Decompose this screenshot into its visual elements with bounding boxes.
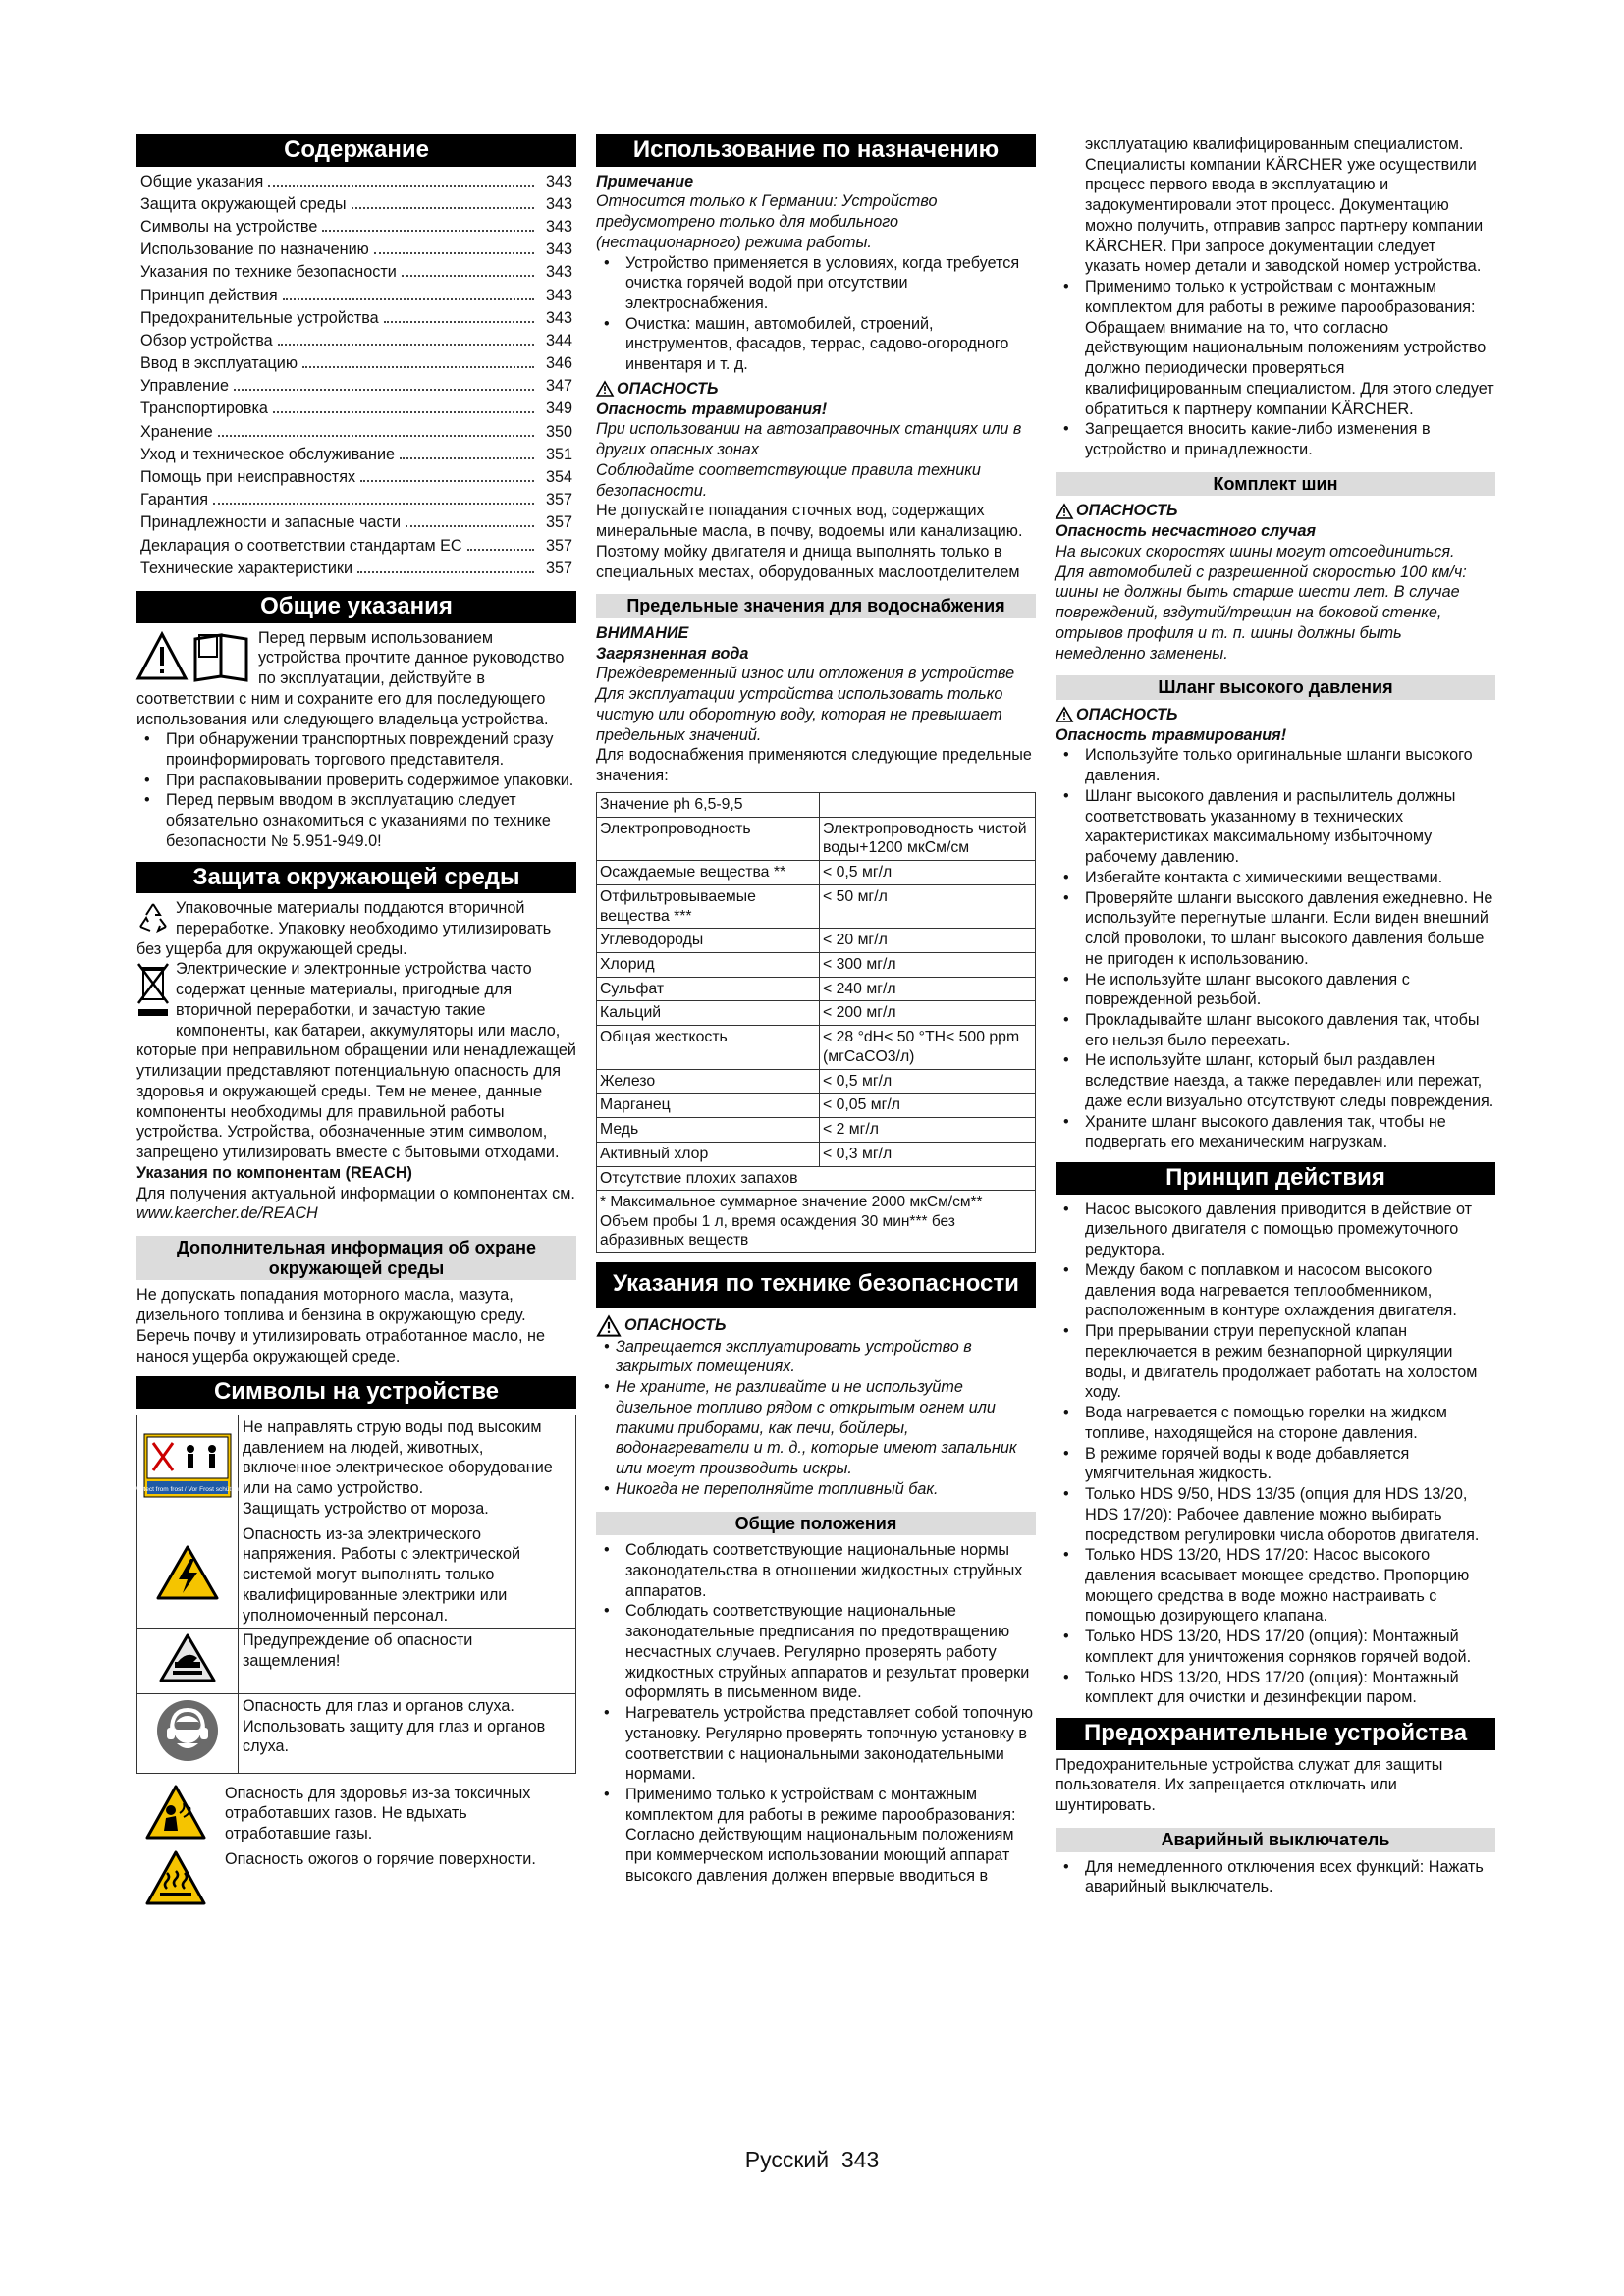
table-footnote: * Максимальное суммарное значение 2000 мкСм/см** Объем пробы 1 л, время осаждения 30 мин*** без абразивных веществ [597, 1191, 1036, 1253]
safety-general-list-part1 [596, 1540, 1036, 1886]
footer-language: Русский [744, 2147, 830, 2172]
hose-bullets [1056, 745, 1495, 1152]
safety-danger-list [596, 1337, 1036, 1500]
table-cell-parameter: Отфильтровываемые вещества *** [597, 884, 820, 928]
toc-entry-title: Принадлежности и запасные части [140, 513, 402, 532]
toc-entry-page: 350 [545, 422, 572, 441]
toc-leader-dots [360, 480, 534, 482]
list-item: • Проверяйте шланги высокого давления ежедневно. Не используйте перегнутые шланги. Если виден внешний слой проволоки, то шланг высокого давления больше не пригоден к использованию. [1056, 888, 1495, 970]
table-cell-limit: < 0,05 мг/л [820, 1094, 1036, 1118]
table-cell-limit: < 200 мг/л [820, 1001, 1036, 1026]
toc-leader-dots [467, 549, 534, 551]
toc-leader-dots [283, 298, 534, 300]
toc-entry-page: 354 [545, 468, 572, 487]
toc-leader-dots [302, 366, 534, 368]
toc-entry-title: Обзор устройства [140, 331, 273, 349]
list-item: • Для немедленного отключения всех функций: Нажать аварийный выключатель. [1056, 1857, 1495, 1897]
general-intro: Перед первым использованием устройства прочтите данное руководство по эксплуатации, действуйте в соответствии с ним и сохраните его для последующего использования или следующего владельца устройства. [136, 628, 565, 728]
water-limits-heading: Предельные значения для водоснабжения [596, 594, 1036, 618]
toc-leader-dots [278, 344, 534, 346]
list-item: • Не используйте шланг, который был раздавлен вследствие наезда, а также передавлен или пережат, даже если визуально отсутствуют следы повреждения. [1056, 1050, 1495, 1111]
table-cell: Отсутствие плохих запахов [597, 1166, 1036, 1191]
toc-leader-dots [218, 435, 534, 437]
list-item: • Избегайте контакта с химическими веществами. [1056, 868, 1495, 888]
toc-entry[interactable] [136, 376, 576, 399]
toc-entry-title: Технические характеристики [140, 559, 352, 577]
toc-entry[interactable] [136, 559, 576, 581]
table-cell-limit: < 300 мг/л [820, 952, 1036, 977]
table-row [597, 929, 1036, 953]
toc-entry[interactable] [136, 262, 576, 285]
page-number: 343 [840, 2147, 880, 2172]
table-row [597, 884, 1036, 928]
danger-label: ОПАСНОСТЬ [596, 1315, 1036, 1337]
toc-entry[interactable] [136, 240, 576, 262]
table-row [597, 1166, 1036, 1191]
table-cell-limit: < 2 мг/л [820, 1118, 1036, 1143]
danger-label: ОПАСНОСТЬ [1056, 501, 1495, 521]
note-label: Примечание [596, 172, 694, 190]
toc-heading: Содержание [136, 134, 576, 167]
list-item: • При обнаружении транспортных повреждений сразу проинформировать торгового представителя. [136, 729, 576, 770]
list-item: • Очистка: машин, автомобилей, строений, инструментов, фасадов, террас, садово-огородного инвентаря и т. д. [596, 314, 1036, 375]
list-item: • При распаковывании проверить содержимое упаковки. [136, 771, 576, 791]
danger-title: Опасность травмирования! [596, 400, 828, 418]
toc-entry[interactable] [136, 536, 576, 559]
symbol-row-toxic [136, 1784, 576, 1846]
symbol-description: Опасность для здоровья из-за токсичных отработавших газов. Не вдыхать отработавшие газы. [225, 1784, 531, 1843]
toc-entry-page: 343 [545, 194, 572, 213]
toc-entry[interactable] [136, 353, 576, 376]
weee-paragraph: Электрические и электронные устройства часто содержат ценные материалы, пригодные для вторичной переработки, и зачастую такие компоненты, как батареи, аккумуляторы или масло, которые при неправильном обращении или ненадлежащей утилизации представляют потенциальную опасность для здоровья и окружающей среды. Тем не менее, данные компоненты необходимы для правильной работы устройства. Устройства, обозначенные этим символом, запрещено утилизировать вместе с бытовыми отходами. [136, 960, 576, 1162]
table-cell-limit: < 20 мг/л [820, 929, 1036, 953]
reach-link[interactable]: www.kaercher.de/REACH [136, 1204, 318, 1223]
table-row [597, 1191, 1036, 1253]
table-cell-limit: Электропроводность чистой воды+1200 мкСм/см [820, 817, 1036, 860]
table-row [137, 1522, 576, 1629]
table-row [597, 977, 1036, 1001]
no-water-jet-icon [134, 1433, 242, 1498]
table-row [597, 861, 1036, 885]
toc-entry-page: 351 [545, 445, 572, 463]
electric-hazard-icon [155, 1544, 220, 1601]
table-cell-parameter: Электропроводность [597, 817, 820, 860]
read-manual-icon [136, 631, 252, 682]
toc-entry-title: Указания по технике безопасности [140, 263, 397, 282]
packaging-paragraph: Упаковочные материалы поддаются вторичной переработке. Упаковку необходимо утилизировать без ущерба для окружающей среды. [136, 899, 552, 958]
toc-leader-dots [268, 185, 534, 187]
hose-heading: Шланг высокого давления [1056, 675, 1495, 700]
toc-entry-page: 343 [545, 263, 572, 282]
toc-entry-page: 343 [545, 240, 572, 259]
toc-entry[interactable] [136, 422, 576, 445]
toc-entry-title: Уход и техническое обслуживание [140, 445, 396, 463]
list-item: • Запрещается вносить какие-либо изменения в устройство и принадлежности. [1056, 419, 1495, 459]
table-cell-parameter: Медь [597, 1118, 820, 1143]
warning-triangle-icon [596, 381, 614, 397]
toc-leader-dots [400, 457, 534, 459]
safety-devices-heading: Предохранительные устройства [1056, 1718, 1495, 1750]
principle-heading: Принцип действия [1056, 1162, 1495, 1195]
toc-entry-page: 343 [545, 308, 572, 327]
toc-entry-title: Общие указания [140, 172, 264, 190]
extra-environment-heading: Дополнительная информация об охране окружающей среды [136, 1236, 576, 1280]
warning-triangle-icon [1056, 504, 1073, 519]
toc-leader-dots [357, 571, 534, 573]
intended-bullets [596, 253, 1036, 375]
warning-triangle-icon [596, 1315, 622, 1337]
crossed-bin-icon [136, 962, 170, 1019]
list-item: • Только HDS 13/20, HDS 17/20 (опция): Монтажный комплект для очистки и дезинфекции паром. [1056, 1668, 1495, 1708]
intended-use-heading: Использование по назначению [596, 134, 1036, 167]
list-item: • Прокладывайте шланг высокого давления так, чтобы его нельзя было переехать. [1056, 1010, 1495, 1050]
toc-entry-page: 357 [545, 559, 572, 577]
danger-label: ОПАСНОСТЬ [596, 379, 1036, 400]
page-footer [0, 2146, 1624, 2174]
toc-entry-page: 357 [545, 513, 572, 532]
list-item: • Применимо только к устройствам с монтажным комплектом для работы в режиме парообразования: Согласно действующим национальным положениям при коммерческом использовании моющий аппарат высокого давления должен впервые вводиться в [596, 1785, 1036, 1887]
list-item: • Используйте только оригинальные шланги высокого давления. [1056, 745, 1495, 785]
table-cell-limit: < 0,5 мг/л [820, 1069, 1036, 1094]
table-cell-parameter: Активный хлор [597, 1142, 820, 1166]
list-item: • Нагреватель устройства представляет собой топочную установку. Регулярно проверять топочную установку в соответствии с национальными законодательными нормами. [596, 1703, 1036, 1785]
toc-leader-dots [384, 321, 534, 323]
toc-entry-page: 343 [545, 172, 572, 190]
list-item: • Применимо только к устройствам с монтажным комплектом для работы в режиме парообразования: Обращаем внимание на то, что согласно действующим национальным положениям устройство должно периодически проверяться квалифицированным специалистом. Для этого следует обратиться к партнеру компании KÄRCHER. [1056, 277, 1495, 419]
toc-entry[interactable] [136, 445, 576, 467]
table-row [597, 817, 1036, 860]
table-cell: Значение ph 6,5-9,5 [597, 792, 820, 817]
general-bullets [136, 729, 576, 851]
symbol-description: Опасность ожогов о горячие поверхности. [225, 1850, 536, 1869]
toc-leader-dots [273, 411, 534, 413]
extra-environment-text: Не допускать попадания моторного масла, мазута, дизельного топлива и бензина в окружающую среду. Беречь почву и утилизировать отработанное масло, не нанося ущерба окружающей среде. [136, 1286, 545, 1365]
warning-triangle-icon [1056, 707, 1073, 722]
toc-entry-page: 357 [545, 491, 572, 509]
table-cell-limit: < 50 мг/л [820, 884, 1036, 928]
list-item: • Никогда не переполняйте топливный бак. [596, 1479, 1036, 1500]
emergency-bullets [1056, 1857, 1495, 1897]
table-row [137, 1415, 576, 1522]
table-row [137, 1693, 576, 1773]
table-cell [820, 792, 1036, 817]
toc-entry[interactable] [136, 308, 576, 331]
danger-label: ОПАСНОСТЬ [1056, 705, 1495, 725]
toc-entry-page: 343 [545, 286, 572, 304]
list-item: • При прерывании струи перепускной клапан переключается в режим безнапорной циркуляции воды, и двигатель продолжает работать на холостом ходу. [1056, 1321, 1495, 1403]
toc-entry[interactable] [136, 490, 576, 512]
toc-leader-dots [213, 503, 534, 505]
recycling-icon [136, 901, 170, 934]
table-cell-parameter: Железо [597, 1069, 820, 1094]
list-item: • Перед первым вводом в эксплуатацию следует обязательно ознакомиться с указаниями по технике безопасности № 5.951-949.0! [136, 790, 576, 851]
toc-leader-dots [374, 252, 534, 254]
table-cell-limit: < 240 мг/л [820, 977, 1036, 1001]
column-middle: Использование по назначению Примечание Относится только к Германии: Устройство предусмотрено только для мобильного (нестационарного) режима работы. • Устройство применяется в условиях, когда требуется очистка горячей водой при отсутствии электроснабжения. • Очистка: машин, автомобилей, строений, инструментов, фасадов, террас, садово-огородного инвентаря и т. д. ОПАСНОСТЬ Опасность травмирования! При использовании на автозаправочных станциях или в других опасных зонах Соблюдайте соответствующие правила техники безопасности. Не допускайте попадания сточных вод, содержащих минеральные масла, в почву, водоемы или канализацию. Поэтому мойку двигателя и днища выполнять только в специальных местах, оборудованных маслоотделителем Предельные значения для водоснабжения ВНИМАНИЕ Загрязненная вода Преждевременный износ или отложения в устройстве Для эксплуатации устройства использовать только чистую или оборотную воду, которая не превышает предельных значений. Для водоснабжения применяются следующие предельные значения: Значение ph 6,5-9,5 Электропроводность Электропроводность чистой воды+1200 мкСм/см Осаждаемые вещества ** < 0,5 мг/л Отфильтровываемые вещества *** < 50 мг/л Углеводороды < 20 мг/л Хлорид < 300 мг/л Сульфат < 240 мг/л Кальций < 200 мг/л Общая жесткость < 28 °dH< 50 °TH< 500 ppm (мгCaCO3/л) Железо < 0,5 мг/л Марганец < 0,05 мг/л Медь < 2 мг/л Активный хлор < 0,3 мг/л Отсутствие плохих запахов * Максимальное суммарное значение 2000 мкСм/см** Объем пробы 1 л, время осаждения 30 мин*** без абразивных веществ Указания по технике безопасности ОПАСНОСТЬ • Запрещается эксплуатировать устройство в закрытых помещениях. • Не храните, не разливайте и не используйте дизельное топливо рядом с открытым огнем или такими приборами, как печи, бойлеры, водонагреватели и т. д., которые имеют запальник или могут производить искры. • Никогда не переполняйте топливный бак. Общие положения • Соблюдать соответствующие национальные нормы законодательства в отношении жидкостных струйных аппаратов. • Соблюдать соответствующие национальные законодательные предписания по предотвращению несчастных случаев. Регулярно проверять работу жидкостных струйных аппаратов и результат проверки оформлять в письменном виде. • Нагреватель устройства представляет собой топочную установку. Регулярно проверять топочную установку в соответствии с национальными законодательными нормами. • Применимо только к устройствам с монтажным комплектом для работы в режиме парообразования: Согласно действующим национальным положениям при коммерческом использовании моющий аппарат высокого давления должен впервые вводиться в [596, 134, 1036, 1887]
tires-heading: Комплект шин [1056, 472, 1495, 497]
table-cell-parameter: Общая жесткость [597, 1026, 820, 1069]
environment-heading: Защита окружающей среды [136, 862, 576, 894]
toc-entry[interactable] [136, 512, 576, 535]
table-row [597, 952, 1036, 977]
symbol-description: Не направлять струю воды под высоким давлением на людей, животных, включенное электрическое оборудование или на само устройство. Защищать устройство от мороза. [239, 1415, 576, 1522]
principle-bullets [1056, 1200, 1495, 1708]
toc-entry-title: Помощь при неисправностях [140, 468, 356, 487]
svg-text:Protect from frost / Vor Frost: Protect from frost / Vor Frost schützen [134, 1485, 242, 1493]
list-item: • Запрещается эксплуатировать устройство в закрытых помещениях. [596, 1337, 1036, 1377]
list-item: • Только HDS 13/20, HDS 17/20 (опция): Монтажный комплект для уничтожения сорняков горячей водой. [1056, 1627, 1495, 1667]
table-row [137, 1629, 576, 1694]
table-row [597, 1094, 1036, 1118]
toc-entry-page: 349 [545, 400, 572, 418]
toc-entry-title: Ввод в эксплуатацию [140, 354, 298, 373]
table-row [597, 1001, 1036, 1026]
general-heading: Общие указания [136, 591, 576, 623]
list-item: • Храните шланг высокого давления так, чтобы не подвергать его механическим нагрузкам. [1056, 1112, 1495, 1152]
note-text: Относится только к Германии: Устройство предусмотрено только для мобильного (нестационарного) режима работы. [596, 192, 938, 251]
toc-entry-page: 344 [545, 331, 572, 349]
list-item-continued: эксплуатацию квалифицированным специалистом. Специалисты компании KÄRCHER уже осуществили процесс первого ввода в эксплуатацию и задокументировали этот процесс. Документацию можно получить, отправив запрос партнеру компании KÄRCHER. При запросе документации следует указать номер детали и заводской номер устройства. [1085, 135, 1484, 276]
caution-label: ВНИМАНИЕ [596, 623, 689, 642]
toc-leader-dots [322, 230, 534, 232]
toc-entry-title: Символы на устройстве [140, 217, 318, 236]
column-right: эксплуатацию квалифицированным специалистом. Специалисты компании KÄRCHER уже осуществили процесс первого ввода в эксплуатацию и задокументировали этот процесс. Документацию можно получить, отправив запрос партнеру компании KÄRCHER. При запросе документации следует указать номер детали и заводской номер устройства. • Применимо только к устройствам с монтажным комплектом для работы в режиме парообразования: Обращаем внимание на то, что согласно действующим национальным положениям устройство должно периодически проверяться квалифицированным специалистом. Для этого следует обратиться к партнеру компании KÄRCHER. • Запрещается вносить какие-либо изменения в устройство и принадлежности. Комплект шин ОПАСНОСТЬ Опасность несчастного случая На высоких скоростях шины могут отсоединиться. Для автомобилей с разрешенной скоростью 100 км/ч: шины не должны быть старше шести лет. В случае повреждений, вздутий/трещин на боковой стенке, отрывов профиля и т. п. шины должны быть немедленно заменены. Шланг высокого давления ОПАСНОСТЬ Опасность травмирования! • Используйте только оригинальные шланги высокого давления. • Шланг высокого давления и распылитель должны соответствовать указанному в технических характеристиках максимальному избыточному рабочему давлению. • Избегайте контакта с химическими веществами. • Проверяйте шланги высокого давления ежедневно. Не используйте перегнутые шланги. Если виден внешний слой проволоки, то шланг высокого давления больше не пригоден к использованию. • Не используйте шланг высокого давления с поврежденной резьбой. • Прокладывайте шланг высокого давления так, чтобы его нельзя было переехать. • Не используйте шланг, который был раздавлен вследствие наезда, а также передавлен или пережат, даже если визуально отсутствуют следы повреждения. • Храните шланг высокого давления так, чтобы не подвергать его механическим нагрузкам. Принцип действия • Насос высокого давления приводится в действие от дизельного двигателя с помощью промежуточного редуктора. • Между баком с поплавком и насосом высокого давления вода нагревается теплообменником, расположенным в контуре охлаждения двигателя. • При прерывании струи перепускной клапан переключается в режим безнапорной циркуляции воды, и двигатель продолжает работать на холостом ходу. • Вода нагревается с помощью горелки на жидком топливе, находящейся на стороне давления. • В режиме горячей воды к воде добавляется умягчительная жидкость. • Только HDS 9/50, HDS 13/35 (опция для HDS 13/20, HDS 17/20): Рабочее давление можно выбирать посредством регулировки числа оборотов двигателя. • Только HDS 13/20, HDS 17/20: Насос высокого давления всасывает моющее средство. Пропорцию моющего средства в воде можно настраивать с помощью дозирующего клапана. • Только HDS 13/20, HDS 17/20 (опция): Монтажный комплект для уничтожения сорняков горячей водой. • Только HDS 13/20, HDS 17/20 (опция): Монтажный комплект для очистки и дезинфекции паром. Предохранительные устройства Предохранительные устройства служат для защиты пользователя. Их запрещается отключать или шунтировать. Аварийный выключатель • Для немедленного отключения всех функций: Нажать аварийный выключатель. [1056, 134, 1495, 1897]
symbols-table [136, 1415, 576, 1774]
symbol-description: Опасность из-за электрического напряжения. Работы с электрической системой могут выполнять только квалифицированные электрики или уполномоченный персонал. [239, 1522, 576, 1629]
crush-hazard-icon [158, 1632, 217, 1683]
toc-leader-dots [352, 207, 534, 209]
hot-surface-icon [144, 1849, 207, 1906]
table-row [597, 1069, 1036, 1094]
list-item: • Соблюдать соответствующие национальные законодательные предписания по предотвращению несчастных случаев. Регулярно проверять работу жидкостных струйных аппаратов и результат проверки оформлять в письменном виде. [596, 1601, 1036, 1703]
table-row [597, 792, 1036, 817]
reach-title: Указания по компонентам (REACH) [136, 1163, 412, 1182]
toc-entry-page: 347 [545, 377, 572, 396]
toc-entry-title: Защита окружающей среды [140, 194, 347, 213]
toc-leader-dots [234, 389, 534, 391]
toc-entry[interactable] [136, 467, 576, 490]
toc-entry-page: 357 [545, 536, 572, 555]
toc-entry-title: Принцип действия [140, 286, 278, 304]
table-cell-limit: < 28 °dH< 50 °TH< 500 ppm (мгCaCO3/л) [820, 1026, 1036, 1069]
table-of-contents [136, 172, 576, 581]
toc-entry[interactable] [136, 286, 576, 308]
column-left [136, 134, 576, 1912]
list-item: • Только HDS 9/50, HDS 13/35 (опция для HDS 13/20, HDS 17/20): Рабочее давление можно выбирать посредством регулировки числа оборотов двигателя. [1056, 1484, 1495, 1545]
symbol-row-hot [136, 1849, 576, 1912]
safety-devices-text: Предохранительные устройства служат для защиты пользователя. Их запрещается отключать или шунтировать. [1056, 1755, 1443, 1815]
list-item: • Шланг высокого давления и распылитель должны соответствовать указанному в технических характеристиках максимальному избыточному рабочему давлению. [1056, 786, 1495, 868]
reach-text: Для получения актуальной информации о компонентах см. www.kaercher.de/REACH [136, 1184, 575, 1223]
table-cell-limit: < 0,3 мг/л [820, 1142, 1036, 1166]
caution-title: Загрязненная вода [596, 644, 749, 663]
list-item: • В режиме горячей воды к воде добавляется умягчительная жидкость. [1056, 1444, 1495, 1484]
toc-entry-title: Предохранительные устройства [140, 308, 379, 327]
general-provisions-heading: Общие положения [596, 1512, 1036, 1536]
table-cell-parameter: Сульфат [597, 977, 820, 1001]
list-item: • Между баком с поплавком и насосом высокого давления вода нагревается теплообменником, расположенным в контуре охлаждения двигателя. [1056, 1260, 1495, 1321]
table-cell-parameter: Хлорид [597, 952, 820, 977]
safety-heading: Указания по технике безопасности [596, 1262, 1036, 1307]
table-cell-parameter: Осаждаемые вещества ** [597, 861, 820, 885]
list-item: • Соблюдать соответствующие национальные нормы законодательства в отношении жидкостных струйных аппаратов. [596, 1540, 1036, 1601]
table-cell-parameter: Кальций [597, 1001, 820, 1026]
table-row [597, 1142, 1036, 1166]
symbols-heading: Символы на устройстве [136, 1376, 576, 1409]
toc-entry[interactable] [136, 399, 576, 421]
toc-entry-title: Гарантия [140, 491, 209, 509]
toc-entry-title: Декларация о соответствии стандартам ЕС [140, 536, 462, 555]
eye-ear-protection-icon [155, 1698, 220, 1763]
table-cell-parameter: Марганец [597, 1094, 820, 1118]
table-cell-limit: < 0,5 мг/л [820, 861, 1036, 885]
toc-entry-page: 343 [545, 217, 572, 236]
symbol-description: Опасность для глаз и органов слуха. Использовать защиту для глаз и органов слуха. [239, 1693, 576, 1773]
oil-text: Не допускайте попадания сточных вод, содержащих минеральные масла, в почву, водоемы или канализацию. Поэтому мойку двигателя и днища выполнять только в специальных местах, оборудованных маслоотделителем [596, 502, 1023, 581]
toc-entry-title: Управление [140, 377, 229, 396]
list-item: • Устройство применяется в условиях, когда требуется очистка горячей водой при отсутствии электроснабжения. [596, 253, 1036, 314]
toc-entry-title: Транспортировка [140, 400, 268, 418]
table-row [597, 1026, 1036, 1069]
list-item: • Не используйте шланг высокого давления с поврежденной резьбой. [1056, 970, 1495, 1010]
toc-entry[interactable] [136, 331, 576, 353]
toc-entry-title: Использование по назначению [140, 240, 369, 259]
toc-entry-title: Хранение [140, 422, 213, 441]
toxic-gas-icon [144, 1784, 207, 1841]
list-item: • Только HDS 13/20, HDS 17/20: Насос высокого давления всасывает моющее средство. Пропорцию моющего средства в воде можно настраивать с помощью дозирующего клапана. [1056, 1545, 1495, 1627]
table-row [597, 1118, 1036, 1143]
toc-leader-dots [406, 525, 534, 527]
toc-entry[interactable] [136, 194, 576, 217]
toc-entry[interactable] [136, 217, 576, 240]
symbol-description: Предупреждение об опасности защемления! [239, 1629, 576, 1694]
list-item: • Насос высокого давления приводится в действие от дизельного двигателя с помощью промежуточного редуктора. [1056, 1200, 1495, 1260]
table-cell-parameter: Углеводороды [597, 929, 820, 953]
safety-general-list-part2 [1056, 134, 1495, 460]
toc-entry-page: 346 [545, 354, 572, 373]
emergency-switch-heading: Аварийный выключатель [1056, 1828, 1495, 1852]
list-item: • Вода нагревается с помощью горелки на жидком топливе, находящейся на стороне давления. [1056, 1403, 1495, 1443]
list-item: • Не храните, не разливайте и не используйте дизельное топливо рядом с открытым огнем или такими приборами, как печи, бойлеры, водонагреватели и т. д., которые имеют запальник или могут производить искры. [596, 1377, 1036, 1479]
toc-leader-dots [402, 275, 534, 277]
toc-entry[interactable] [136, 172, 576, 194]
water-limits-table [596, 792, 1036, 1254]
